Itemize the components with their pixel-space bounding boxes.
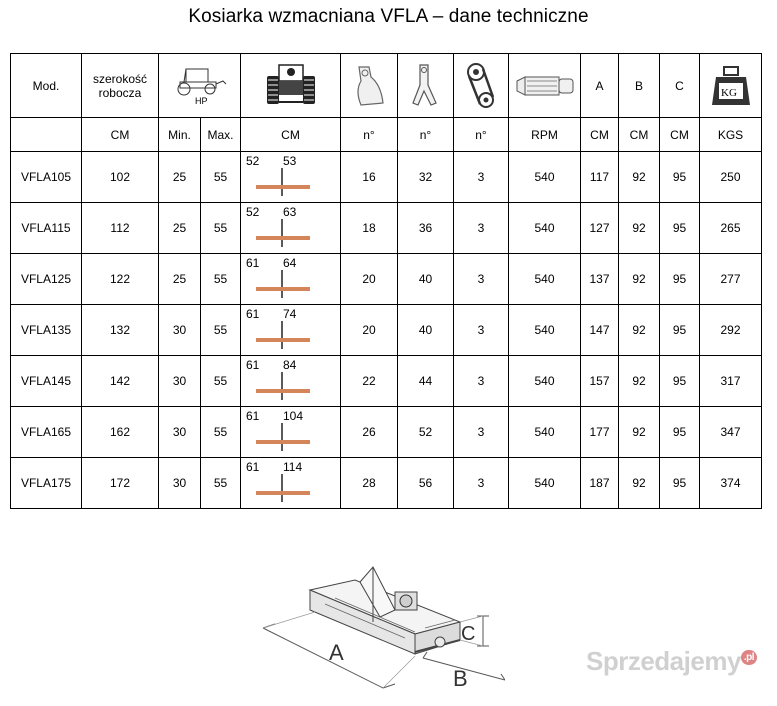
a-cell: 117 <box>581 152 619 203</box>
spec-table <box>10 53 762 509</box>
track-value-b: 114 <box>283 460 303 474</box>
watermark: Sprzedajemy .pl <box>586 646 757 677</box>
rpm-cell: 540 <box>509 305 581 356</box>
units-a: CM <box>581 118 619 152</box>
hp-min-cell: 30 <box>159 356 201 407</box>
track-value-b: 63 <box>283 205 297 219</box>
width-cell: 102 <box>82 152 159 203</box>
hp-label: HP <box>194 95 208 106</box>
table-row <box>11 254 762 305</box>
belts-cell: 3 <box>454 356 509 407</box>
header-units-row <box>11 118 762 152</box>
hp-max-cell: 55 <box>201 305 241 356</box>
belt-drive-icon <box>454 54 509 118</box>
hammer-flail-icon <box>341 54 398 118</box>
b-cell: 92 <box>619 152 660 203</box>
units-c: CM <box>660 118 700 152</box>
dim-c-header: C <box>660 54 700 118</box>
weight-cell: 250 <box>700 152 762 203</box>
table-row <box>11 458 762 509</box>
hammers-cell: 22 <box>341 356 398 407</box>
track-bar-icon <box>256 366 316 402</box>
b-cell: 92 <box>619 203 660 254</box>
hammers-cell: 20 <box>341 254 398 305</box>
dim-b-header: B <box>619 54 660 118</box>
mower-diagram <box>255 562 505 702</box>
track-cell <box>241 305 341 356</box>
c-cell: 95 <box>660 152 700 203</box>
track-value-b: 104 <box>283 409 304 423</box>
a-cell: 137 <box>581 254 619 305</box>
blades-cell: 36 <box>398 203 454 254</box>
hp-max-cell: 55 <box>201 458 241 509</box>
width-cell: 112 <box>82 203 159 254</box>
table-row <box>11 203 762 254</box>
hammers-cell: 16 <box>341 152 398 203</box>
mod-header: Mod. <box>11 54 82 118</box>
c-cell: 95 <box>660 458 700 509</box>
y-blade-icon <box>398 54 454 118</box>
c-cell: 95 <box>660 203 700 254</box>
hp-min-cell: 25 <box>159 203 201 254</box>
a-cell: 187 <box>581 458 619 509</box>
track-bar-icon <box>256 315 316 351</box>
c-cell: 95 <box>660 407 700 458</box>
dim-a-label: A <box>329 640 344 665</box>
track-value-b: 64 <box>283 256 297 270</box>
units-hp-min: Min. <box>159 118 201 152</box>
hp-max-cell: 55 <box>201 203 241 254</box>
hammers-cell: 26 <box>341 407 398 458</box>
kg-label: KG <box>720 86 737 99</box>
rpm-cell: 540 <box>509 458 581 509</box>
blades-cell: 32 <box>398 152 454 203</box>
model-cell: VFLA165 <box>11 407 82 458</box>
track-bar-icon <box>256 468 316 504</box>
table-row <box>11 407 762 458</box>
model-cell: VFLA125 <box>11 254 82 305</box>
b-cell: 92 <box>619 305 660 356</box>
c-cell: 95 <box>660 254 700 305</box>
units-empty <box>11 118 82 152</box>
model-cell: VFLA105 <box>11 152 82 203</box>
width-cell: 162 <box>82 407 159 458</box>
weight-cell: 347 <box>700 407 762 458</box>
track-value-b: 84 <box>283 358 297 372</box>
weight-cell: 277 <box>700 254 762 305</box>
track-cell <box>241 407 341 458</box>
weight-cell: 374 <box>700 458 762 509</box>
hammers-cell: 18 <box>341 203 398 254</box>
table-row <box>11 305 762 356</box>
blades-cell: 44 <box>398 356 454 407</box>
belts-cell: 3 <box>454 458 509 509</box>
dim-a-header: A <box>581 54 619 118</box>
blades-cell: 52 <box>398 407 454 458</box>
rpm-cell: 540 <box>509 203 581 254</box>
b-cell: 92 <box>619 356 660 407</box>
weight-kg-icon <box>700 54 762 118</box>
track-value-a: 61 <box>246 256 260 270</box>
track-value-a: 61 <box>246 358 260 372</box>
weight-cell: 317 <box>700 356 762 407</box>
track-bar-icon <box>256 264 316 300</box>
model-cell: VFLA175 <box>11 458 82 509</box>
pto-shaft-icon <box>509 54 581 118</box>
units-belts: n° <box>454 118 509 152</box>
units-width: CM <box>82 118 159 152</box>
tractor-hp-icon <box>159 54 241 118</box>
table-row <box>11 152 762 203</box>
c-cell: 95 <box>660 305 700 356</box>
weight-cell: 292 <box>700 305 762 356</box>
rpm-cell: 540 <box>509 407 581 458</box>
blades-cell: 40 <box>398 305 454 356</box>
blades-cell: 40 <box>398 254 454 305</box>
dim-c-label: C <box>461 623 476 645</box>
a-cell: 127 <box>581 203 619 254</box>
tractor-rear-icon <box>241 54 341 118</box>
track-value-a: 61 <box>246 460 260 474</box>
weight-cell: 265 <box>700 203 762 254</box>
hp-min-cell: 30 <box>159 305 201 356</box>
track-value-a: 61 <box>246 307 260 321</box>
model-cell: VFLA135 <box>11 305 82 356</box>
blades-cell: 56 <box>398 458 454 509</box>
c-cell: 95 <box>660 356 700 407</box>
a-cell: 147 <box>581 305 619 356</box>
width-cell: 132 <box>82 305 159 356</box>
belts-cell: 3 <box>454 407 509 458</box>
units-rpm: RPM <box>509 118 581 152</box>
track-value-a: 52 <box>246 154 260 168</box>
belts-cell: 3 <box>454 203 509 254</box>
track-value-b: 53 <box>283 154 297 168</box>
hp-max-cell: 55 <box>201 152 241 203</box>
belts-cell: 3 <box>454 254 509 305</box>
track-bar-icon <box>256 417 316 453</box>
hp-min-cell: 25 <box>159 254 201 305</box>
track-value-a: 52 <box>246 205 260 219</box>
units-hp-max: Max. <box>201 118 241 152</box>
table-row <box>11 356 762 407</box>
track-cell <box>241 203 341 254</box>
units-b: CM <box>619 118 660 152</box>
track-cell <box>241 152 341 203</box>
width-cell: 142 <box>82 356 159 407</box>
page-title: Kosiarka wzmacniana VFLA – dane techniczne <box>188 6 589 27</box>
header-icons-row <box>11 54 762 118</box>
hp-max-cell: 55 <box>201 356 241 407</box>
track-bar-icon <box>256 162 316 198</box>
units-track: CM <box>241 118 341 152</box>
track-cell <box>241 458 341 509</box>
model-cell: VFLA145 <box>11 356 82 407</box>
hp-max-cell: 55 <box>201 254 241 305</box>
track-cell <box>241 356 341 407</box>
hp-min-cell: 25 <box>159 152 201 203</box>
belts-cell: 3 <box>454 305 509 356</box>
units-weight: KGS <box>700 118 762 152</box>
track-value-a: 61 <box>246 409 260 423</box>
b-cell: 92 <box>619 458 660 509</box>
a-cell: 157 <box>581 356 619 407</box>
hp-max-cell: 55 <box>201 407 241 458</box>
width-cell: 122 <box>82 254 159 305</box>
belts-cell: 3 <box>454 152 509 203</box>
rpm-cell: 540 <box>509 254 581 305</box>
b-cell: 92 <box>619 254 660 305</box>
width-cell: 172 <box>82 458 159 509</box>
track-bar-icon <box>256 213 316 249</box>
track-value-b: 74 <box>283 307 297 321</box>
hp-min-cell: 30 <box>159 407 201 458</box>
units-hammers: n° <box>341 118 398 152</box>
hammers-cell: 20 <box>341 305 398 356</box>
rpm-cell: 540 <box>509 356 581 407</box>
model-cell: VFLA115 <box>11 203 82 254</box>
a-cell: 177 <box>581 407 619 458</box>
dim-b-label: B <box>453 666 468 691</box>
working-width-header: szerokość robocza <box>82 54 159 118</box>
track-cell <box>241 254 341 305</box>
rpm-cell: 540 <box>509 152 581 203</box>
b-cell: 92 <box>619 407 660 458</box>
units-blades: n° <box>398 118 454 152</box>
hammers-cell: 28 <box>341 458 398 509</box>
hp-min-cell: 30 <box>159 458 201 509</box>
